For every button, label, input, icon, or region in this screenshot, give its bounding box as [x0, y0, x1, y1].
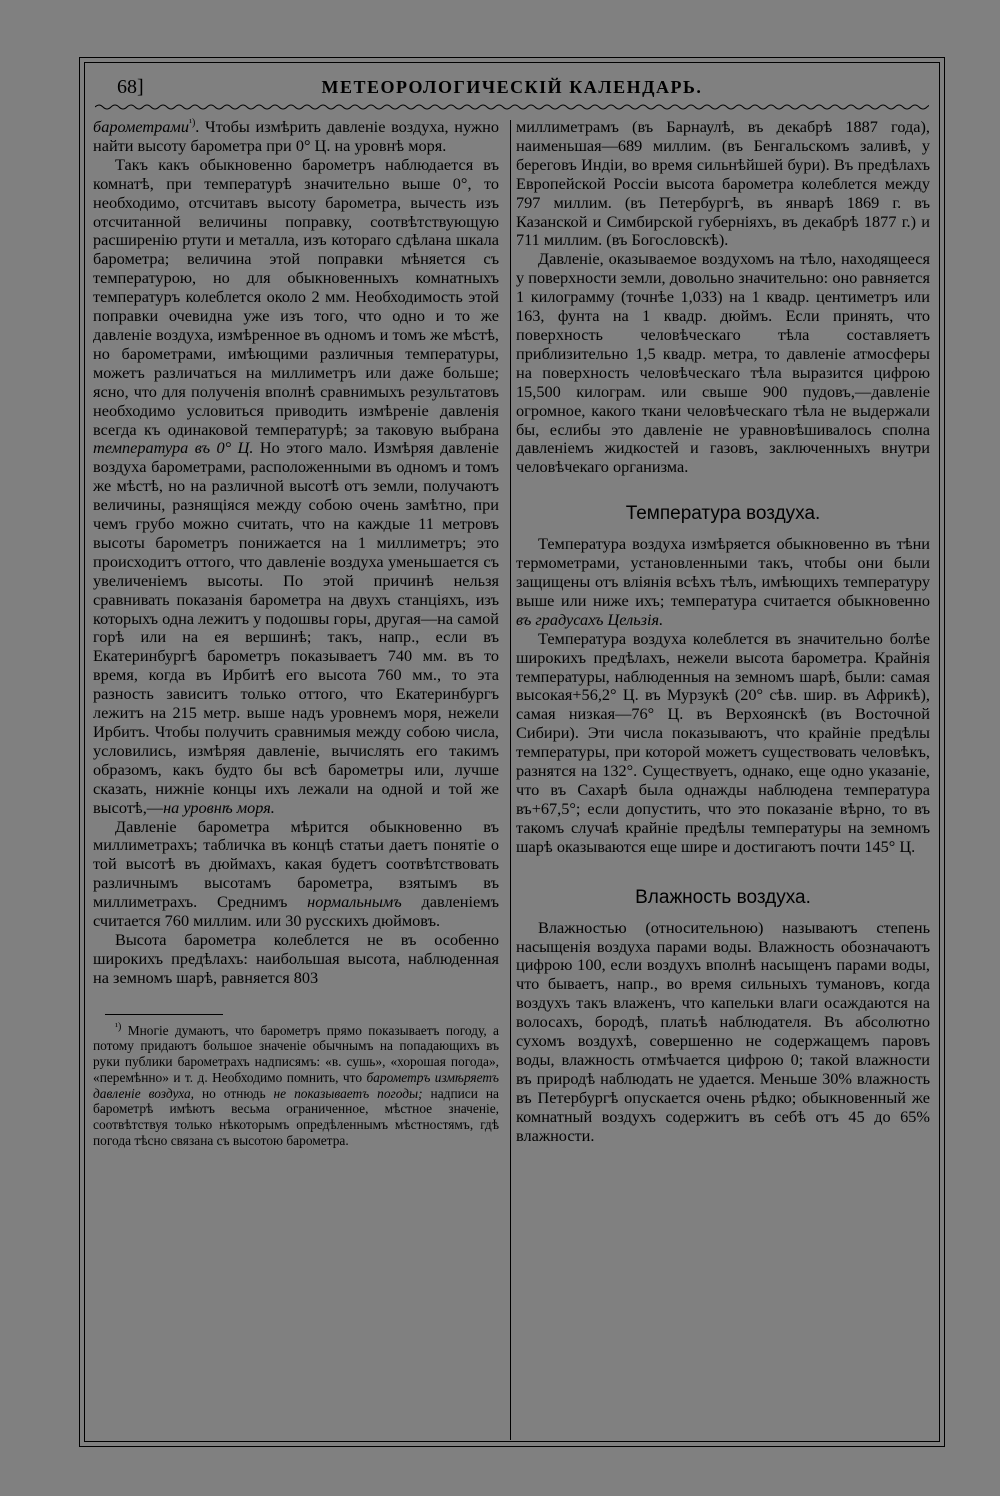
footnote-marker: ¹): [115, 1021, 122, 1033]
text: давленіемъ считается 760 миллим. или 30 русскихъ дюймовъ.: [93, 892, 499, 931]
page-number: 68]: [117, 76, 144, 98]
emphasis: на уровнѣ моря.: [163, 797, 275, 817]
text: Температура воздуха измѣряется обыкновенно въ тѣни термометрами, установленными такъ, чтобы они были защищены отъ вліянія всѣхъ тѣлъ, имѣющихъ температуру выше или ниже ихъ; температура считается обыкновенно: [516, 534, 930, 610]
emphasis: нормальнымъ: [307, 892, 402, 912]
footnote: [93, 1023, 499, 1149]
paragraph: [93, 118, 499, 156]
left-column: [93, 118, 499, 1148]
paragraph: [93, 818, 499, 931]
emphasis: не показываетъ погоды;: [273, 1085, 423, 1101]
section-heading-humidity: Влажность воздуха.: [635, 886, 811, 908]
footnote-rule: [105, 1014, 223, 1015]
text: Многіе думаютъ, что барометръ прямо показываетъ погоду, а потому придаютъ большое значеніе обычнымъ на попадающихъ въ руки публики барометрахъ надписямъ: «в. сушь», «хорошая погода», «перемѣнно» и т. д. Необходимо помнить, что: [93, 1022, 499, 1085]
header-wavy-rule: [95, 103, 929, 111]
paragraph: Давленіе, оказываемое воздухомъ на тѣло, находящееся у поверхности земли, довольно значительно: оно равняется 1 килограмму (точнѣе 1,033) на 1 квадр. центиметръ или 163, фунта на 1 квадр. дюймъ. Если принять, что поверхность человѣческаго тѣла составляетъ приблизительно 1,5 квадр. метра, то давленіе атмосферы на поверхность человѣческаго тѣла выразится цифрою 15,500 килограм. или свыше 900 пудовъ,—давленіе огромное, какого ткани человѣческаго тѣла не выдержали бы, еслибы это давленіе не уравновѣшивалось сполна давленіемъ жидкостей и газовъ, заключенныхъ внутри человѣчекаго организма.: [516, 249, 930, 477]
text: Давленіе барометра мѣрится обыкновенно въ миллиметрахъ; табличка въ концѣ статьи даетъ понятіе о той высотѣ въ дюймахъ, какая будетъ соотвѣтствовать различнымъ высотамъ барометра, взятымъ въ миллиметрахъ. Среднимъ: [93, 816, 499, 912]
text: но отнюдь: [201, 1085, 266, 1101]
text: Но этого мало. Измѣряя давленіе воздуха барометрами, расположенными въ одномъ и томъ же мѣстѣ, но на различной высотѣ отъ земли, получаютъ величины, разнящіяся между собою очень замѣтно, при чемъ грубо можно считать, что на каждые 11 метровъ высоты барометръ понижается на 1 миллиметръ; это происходитъ оттого, что давленіе воздуха уменьшается съ увеличеніемъ высоты. По этой причинѣ нельзя сравнивать показанія барометра на двухъ станціяхъ, изъ которыхъ одна лежитъ у подошвы горы, другая—на самой горѣ или на ея вершинѣ; такъ, напр., если въ Екатеринбургѣ барометръ показываетъ 740 мм. въ то время, когда въ Ирбитѣ его высота 760 мм., то эта разность зависитъ только оттого, что Екатеринбургъ лежитъ на 215 метр. выше надъ уровнемъ моря, нежели Ирбитъ. Чтобы получить сравнимыя между собою числа, условились, измѣряя давленіе, вычислять его такимъ образомъ, какъ будто бы всѣ барометры или, лучше сказать, нижніе концы ихъ лежали на одной и той же высотѣ,—: [93, 438, 499, 817]
paragraph: [93, 156, 499, 818]
emphasis: температура въ 0° Ц.: [93, 438, 254, 458]
emphasis: барометрами: [93, 117, 189, 136]
paragraph: Температура воздуха колеблется въ значительно болѣе широкихъ предѣлахъ, нежели высота барометра. Крайнія температуры, наблюденныя на земномъ шарѣ, были: самая высокая+56,2° Ц. въ Мурзукѣ (20° сѣв. шир. въ Африкѣ), самая низкая—76° Ц. въ Верхоянскѣ (въ Восточной Сибири). Эти числа показываютъ, что крайніе предѣлы температуры, при которой можетъ существовать человѣкъ, разнятся на 132°. Существуетъ, однако, еще одно указаніе, что въ Сахарѣ была однажды наблюдена температура въ+67,5°; если допустить, что это показаніе вѣрно, то въ такомъ случаѣ крайніе предѣлы температуры на земномъ шарѣ оказываются еще шире и достигаютъ почти 145° Ц.: [516, 628, 930, 856]
paragraph: [516, 535, 930, 630]
paragraph: Высота барометра колеблется не въ особенно широкихъ предѣлахъ: наибольшая высота, наблюденная на земномъ шарѣ, равняется 803: [93, 929, 499, 987]
paragraph: миллиметрамъ (въ Барнаулѣ, въ декабрѣ 1887 года), наименьшая—689 миллим. (въ Бенгальскомъ заливѣ, у береговъ Индіи, во время сильнѣйшей бури). Въ предѣлахъ Европейской Россіи высота барометра колеблется между 797 миллим. (въ Петербургѣ, въ январѣ 1869 г. въ Казанской и Симбирской губерніяхъ, въ декабрѣ 1877 г.) и 711 миллим. (въ Богословскѣ).: [516, 117, 930, 250]
section-heading-temperature: Температура воздуха.: [625, 503, 821, 525]
column-divider: [510, 120, 511, 1440]
text: . Чтобы измѣрить давленіе воздуха, нужно найти высоту барометра при 0° Ц. на уровнѣ моря.: [93, 117, 499, 155]
emphasis: барометръ измѣряетъ давленіе воздуха,: [93, 1069, 499, 1101]
right-column: [516, 118, 930, 1146]
emphasis: въ градусахъ Цельзія.: [516, 609, 664, 629]
page-header: [95, 74, 929, 102]
paragraph: Влажностью (относительною) называютъ степень насыщенія воздуха парами воды. Влажность обозначаютъ цифрою 100, если воздухъ вполнѣ насыщенъ парами воды, что бываетъ, напр., во время сильныхъ тумановъ, когда воздухъ такъ влаженъ, что капельки влаги осаждаются на волосахъ, бородѣ, платьѣ наблюдателя. Въ абсолютно сухомъ воздухѣ, совершенно не содержащемъ паровъ воды, влажность отмѣчается цифрою 0; такой влажности въ природѣ наблюдать не удается. Меньше 30% влажность въ Петербургѣ опускается очень рѣдко; обыкновенный же комнатный воздухъ содержитъ въ себѣ отъ 45 до 65% влажности.: [516, 917, 930, 1145]
text: надписи на барометрѣ имѣютъ весьма ограниченное, мѣстное значеніе, соотвѣтствуя только нѣкоторымъ опредѣленнымъ мѣстностямъ, гдѣ погода тѣсно связана съ высотою барометра.: [93, 1085, 499, 1148]
text: Такъ какъ обыкновенно барометръ наблюдается въ комнатѣ, при температурѣ значительно выше 0°, то необходимо, отсчитавъ высоту барометра, вычесть изъ отсчитанной величины поправку, соотвѣтствующую расширенію ртути и металла, изъ котораго сдѣлана шкала барометра; величина этой поправки мѣняется съ температурою, но для обыкновенныхъ комнатныхъ температуръ колеблется около 2 мм. Необходимость этой поправки очевидна уже изъ того, что одно и то же давленіе воздуха, измѣренное въ одномъ и томъ же мѣстѣ, но барометрами, имѣющими различныя температуры, можетъ различаться на миллиметръ или даже больше; ясно, что для полученія вполнѣ сравнимыхъ результатовъ необходимо условиться приводить измѣреніе давленія всегда къ одинаковой температурѣ; за таковую выбрана: [93, 154, 499, 439]
running-title: МЕТЕОРОЛОГИЧЕСКІЙ КАЛЕНДАРЬ.: [321, 77, 703, 97]
footnote-marker: ¹): [188, 117, 196, 129]
